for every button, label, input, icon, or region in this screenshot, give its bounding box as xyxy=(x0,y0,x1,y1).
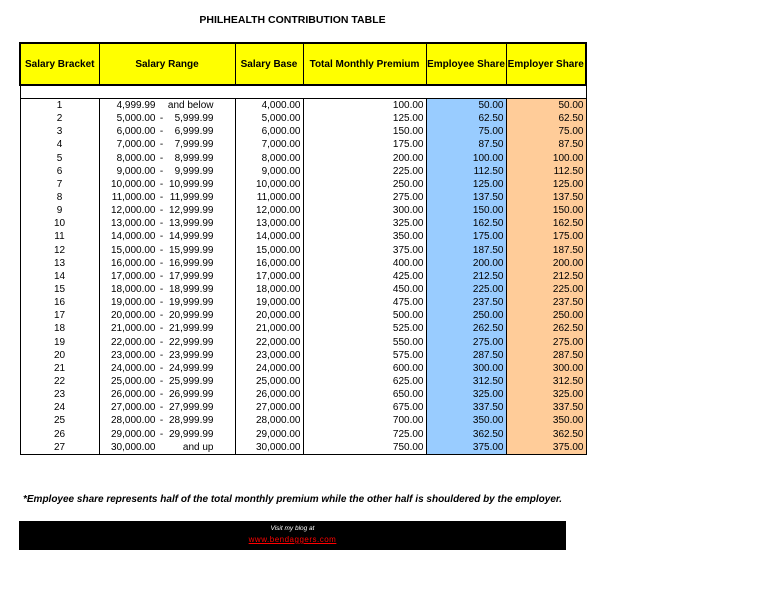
total-premium-cell: 325.00 xyxy=(303,217,426,230)
salary-bracket-cell: 27 xyxy=(20,441,99,455)
range-high: 10,999.99 xyxy=(169,178,214,190)
employee-share-cell: 212.50 xyxy=(426,270,506,283)
table-row xyxy=(20,125,586,138)
employee-share-cell: 75.00 xyxy=(426,125,506,138)
employee-share-cell: 175.00 xyxy=(426,230,506,243)
table-row xyxy=(20,388,586,401)
employer-share-cell: 375.00 xyxy=(506,441,586,455)
range-low: 12,000.00 xyxy=(111,205,156,217)
range-separator: - xyxy=(159,362,164,374)
employer-share-cell: 187.50 xyxy=(506,244,586,257)
total-premium-cell: 100.00 xyxy=(303,99,426,113)
range-high: 22,999.99 xyxy=(169,336,214,348)
salary-bracket-cell: 16 xyxy=(20,296,99,309)
salary-range-cell xyxy=(99,401,235,414)
salary-base-cell: 8,000.00 xyxy=(235,152,303,165)
employee-share-cell: 100.00 xyxy=(426,152,506,165)
range-separator: - xyxy=(159,323,164,335)
salary-bracket-cell: 9 xyxy=(20,204,99,217)
salary-bracket-cell: 5 xyxy=(20,152,99,165)
salary-bracket-cell: 17 xyxy=(20,309,99,322)
employer-share-cell: 75.00 xyxy=(506,125,586,138)
salary-base-cell: 24,000.00 xyxy=(235,362,303,375)
salary-base-cell: 17,000.00 xyxy=(235,270,303,283)
salary-range-cell xyxy=(99,178,235,191)
employee-share-cell: 275.00 xyxy=(426,336,506,349)
salary-bracket-cell: 3 xyxy=(20,125,99,138)
salary-bracket-cell: 13 xyxy=(20,257,99,270)
salary-base-cell: 19,000.00 xyxy=(235,296,303,309)
total-premium-cell: 275.00 xyxy=(303,191,426,204)
page-title: PHILHEALTH CONTRIBUTION TABLE xyxy=(199,14,386,26)
range-high: 12,999.99 xyxy=(169,205,214,217)
total-premium-cell: 350.00 xyxy=(303,230,426,243)
range-separator: - xyxy=(159,310,164,322)
range-high: 17,999.99 xyxy=(169,270,214,282)
salary-range-cell xyxy=(99,414,235,427)
salary-bracket-cell: 21 xyxy=(20,362,99,375)
salary-bracket-cell: 8 xyxy=(20,191,99,204)
salary-base-cell: 13,000.00 xyxy=(235,217,303,230)
total-premium-cell: 250.00 xyxy=(303,178,426,191)
range-low: 28,000.00 xyxy=(111,415,156,427)
table-row xyxy=(20,204,586,217)
range-low: 5,000.00 xyxy=(116,113,156,125)
employee-share-cell: 87.50 xyxy=(426,138,506,151)
blog-link[interactable]: www.bendaggers.com xyxy=(248,535,337,544)
salary-bracket-cell: 18 xyxy=(20,322,99,335)
employee-share-cell: 62.50 xyxy=(426,112,506,125)
salary-base-cell: 4,000.00 xyxy=(235,99,303,113)
table-row xyxy=(20,441,586,455)
employee-share-cell: 150.00 xyxy=(426,204,506,217)
table-row xyxy=(20,165,586,178)
salary-bracket-cell: 6 xyxy=(20,165,99,178)
salary-bracket-cell: 1 xyxy=(20,99,99,113)
range-separator: - xyxy=(159,113,164,125)
header-salary-bracket: Salary Bracket xyxy=(20,43,99,85)
table-row xyxy=(20,283,586,296)
range-high: 6,999.99 xyxy=(174,126,214,138)
employee-share-cell: 50.00 xyxy=(426,99,506,113)
range-separator: - xyxy=(159,376,164,388)
salary-base-cell: 29,000.00 xyxy=(235,428,303,441)
employee-share-cell: 125.00 xyxy=(426,178,506,191)
range-low: 4,999.99 xyxy=(116,100,156,112)
range-separator: - xyxy=(159,415,164,427)
table-row xyxy=(20,112,586,125)
employee-share-cell: 287.50 xyxy=(426,349,506,362)
employer-share-cell: 287.50 xyxy=(506,349,586,362)
employer-share-cell: 262.50 xyxy=(506,322,586,335)
employer-share-cell: 125.00 xyxy=(506,178,586,191)
total-premium-cell: 375.00 xyxy=(303,244,426,257)
range-high: 26,999.99 xyxy=(169,389,214,401)
range-low: 18,000.00 xyxy=(111,284,156,296)
header-employer-share: Employer Share xyxy=(506,43,586,85)
salary-range-cell xyxy=(99,152,235,165)
range-low: 8,000.00 xyxy=(116,152,156,164)
salary-base-cell: 18,000.00 xyxy=(235,283,303,296)
table-row xyxy=(20,309,586,322)
range-low: 7,000.00 xyxy=(116,139,156,151)
salary-range-cell xyxy=(99,309,235,322)
range-separator: - xyxy=(159,152,164,164)
total-premium-cell: 200.00 xyxy=(303,152,426,165)
salary-bracket-cell: 11 xyxy=(20,230,99,243)
employer-share-cell: 300.00 xyxy=(506,362,586,375)
employer-share-cell: 100.00 xyxy=(506,152,586,165)
salary-bracket-cell: 20 xyxy=(20,349,99,362)
salary-bracket-cell: 25 xyxy=(20,414,99,427)
table-body xyxy=(20,99,586,455)
range-separator: - xyxy=(159,139,164,151)
total-premium-cell: 700.00 xyxy=(303,414,426,427)
salary-bracket-cell: 19 xyxy=(20,336,99,349)
range-separator: - xyxy=(159,126,164,138)
salary-range-cell xyxy=(99,257,235,270)
range-low: 22,000.00 xyxy=(111,336,156,348)
salary-bracket-cell: 23 xyxy=(20,388,99,401)
salary-range-cell xyxy=(99,125,235,138)
table-row xyxy=(20,401,586,414)
employee-share-cell: 325.00 xyxy=(426,388,506,401)
range-separator: - xyxy=(159,205,164,217)
employee-share-cell: 187.50 xyxy=(426,244,506,257)
range-high: and below xyxy=(167,100,214,112)
employee-share-cell: 162.50 xyxy=(426,217,506,230)
range-low: 17,000.00 xyxy=(111,270,156,282)
table-row xyxy=(20,257,586,270)
range-high: 27,999.99 xyxy=(169,402,214,414)
table-row xyxy=(20,322,586,335)
range-low: 15,000.00 xyxy=(111,244,156,256)
range-high: 16,999.99 xyxy=(169,257,214,269)
range-high: 20,999.99 xyxy=(169,310,214,322)
range-separator: - xyxy=(159,389,164,401)
employer-share-cell: 200.00 xyxy=(506,257,586,270)
salary-base-cell: 26,000.00 xyxy=(235,388,303,401)
table-row xyxy=(20,270,586,283)
total-premium-cell: 425.00 xyxy=(303,270,426,283)
employer-share-cell: 275.00 xyxy=(506,336,586,349)
total-premium-cell: 550.00 xyxy=(303,336,426,349)
contribution-table xyxy=(19,42,587,455)
employer-share-cell: 337.50 xyxy=(506,401,586,414)
total-premium-cell: 150.00 xyxy=(303,125,426,138)
salary-range-cell xyxy=(99,336,235,349)
employer-share-cell: 325.00 xyxy=(506,388,586,401)
range-low: 21,000.00 xyxy=(111,323,156,335)
total-premium-cell: 725.00 xyxy=(303,428,426,441)
salary-base-cell: 16,000.00 xyxy=(235,257,303,270)
range-separator: - xyxy=(159,257,164,269)
total-premium-cell: 750.00 xyxy=(303,441,426,455)
range-high: 14,999.99 xyxy=(169,231,214,243)
range-separator: - xyxy=(159,231,164,243)
range-high: 28,999.99 xyxy=(169,415,214,427)
employee-share-cell: 250.00 xyxy=(426,309,506,322)
header-salary-range: Salary Range xyxy=(99,43,235,85)
range-high: 13,999.99 xyxy=(169,218,214,230)
employee-share-cell: 112.50 xyxy=(426,165,506,178)
salary-bracket-cell: 7 xyxy=(20,178,99,191)
total-premium-cell: 125.00 xyxy=(303,112,426,125)
range-low: 19,000.00 xyxy=(111,297,156,309)
employer-share-cell: 237.50 xyxy=(506,296,586,309)
range-separator: - xyxy=(159,428,164,440)
salary-bracket-cell: 22 xyxy=(20,375,99,388)
employer-share-cell: 212.50 xyxy=(506,270,586,283)
range-low: 16,000.00 xyxy=(111,257,156,269)
employee-share-cell: 237.50 xyxy=(426,296,506,309)
salary-range-cell xyxy=(99,270,235,283)
blog-label: Visit my blog at xyxy=(270,525,315,532)
salary-base-cell: 5,000.00 xyxy=(235,112,303,125)
salary-base-cell: 12,000.00 xyxy=(235,204,303,217)
total-premium-cell: 650.00 xyxy=(303,388,426,401)
header-salary-base: Salary Base xyxy=(235,43,303,85)
employer-share-cell: 87.50 xyxy=(506,138,586,151)
employee-share-cell: 137.50 xyxy=(426,191,506,204)
employer-share-cell: 312.50 xyxy=(506,375,586,388)
employer-share-cell: 175.00 xyxy=(506,230,586,243)
salary-range-cell xyxy=(99,230,235,243)
range-high: 18,999.99 xyxy=(169,284,214,296)
employee-share-cell: 337.50 xyxy=(426,401,506,414)
range-low: 13,000.00 xyxy=(111,218,156,230)
total-premium-cell: 500.00 xyxy=(303,309,426,322)
spacer-row xyxy=(20,85,586,99)
salary-range-cell xyxy=(99,388,235,401)
range-separator: - xyxy=(159,218,164,230)
range-separator: - xyxy=(159,402,164,414)
salary-range-cell xyxy=(99,217,235,230)
total-premium-cell: 225.00 xyxy=(303,165,426,178)
salary-bracket-cell: 26 xyxy=(20,428,99,441)
employee-share-cell: 225.00 xyxy=(426,283,506,296)
table-row xyxy=(20,349,586,362)
salary-range-cell xyxy=(99,112,235,125)
salary-base-cell: 6,000.00 xyxy=(235,125,303,138)
salary-bracket-cell: 12 xyxy=(20,244,99,257)
range-high: 8,999.99 xyxy=(174,152,214,164)
table-row xyxy=(20,428,586,441)
employer-share-cell: 150.00 xyxy=(506,204,586,217)
table-row xyxy=(20,191,586,204)
range-low: 23,000.00 xyxy=(111,349,156,361)
range-high: 23,999.99 xyxy=(169,349,214,361)
range-separator: - xyxy=(159,284,164,296)
range-high: 29,999.99 xyxy=(169,428,214,440)
salary-range-cell xyxy=(99,165,235,178)
employer-share-cell: 250.00 xyxy=(506,309,586,322)
salary-bracket-cell: 14 xyxy=(20,270,99,283)
salary-base-cell: 27,000.00 xyxy=(235,401,303,414)
salary-base-cell: 22,000.00 xyxy=(235,336,303,349)
employee-share-cell: 200.00 xyxy=(426,257,506,270)
employee-share-cell: 312.50 xyxy=(426,375,506,388)
table-row xyxy=(20,230,586,243)
range-high: and up xyxy=(182,441,214,453)
range-high: 11,999.99 xyxy=(169,192,214,204)
table-row xyxy=(20,414,586,427)
table-row xyxy=(20,336,586,349)
salary-bracket-cell: 2 xyxy=(20,112,99,125)
range-separator: - xyxy=(159,178,164,190)
total-premium-cell: 300.00 xyxy=(303,204,426,217)
total-premium-cell: 175.00 xyxy=(303,138,426,151)
range-high: 9,999.99 xyxy=(174,165,214,177)
total-premium-cell: 675.00 xyxy=(303,401,426,414)
employer-share-cell: 362.50 xyxy=(506,428,586,441)
range-separator: - xyxy=(159,192,164,204)
employee-share-cell: 362.50 xyxy=(426,428,506,441)
table-row xyxy=(20,362,586,375)
range-high: 19,999.99 xyxy=(169,297,214,309)
range-low: 9,000.00 xyxy=(116,165,156,177)
salary-base-cell: 20,000.00 xyxy=(235,309,303,322)
employee-share-cell: 375.00 xyxy=(426,441,506,455)
salary-range-cell xyxy=(99,322,235,335)
employee-share-cell: 350.00 xyxy=(426,414,506,427)
total-premium-cell: 575.00 xyxy=(303,349,426,362)
total-premium-cell: 625.00 xyxy=(303,375,426,388)
salary-base-cell: 11,000.00 xyxy=(235,191,303,204)
total-premium-cell: 600.00 xyxy=(303,362,426,375)
salary-range-cell xyxy=(99,349,235,362)
salary-range-cell xyxy=(99,191,235,204)
salary-range-cell xyxy=(99,362,235,375)
salary-base-cell: 28,000.00 xyxy=(235,414,303,427)
salary-base-cell: 15,000.00 xyxy=(235,244,303,257)
range-high: 5,999.99 xyxy=(174,113,214,125)
range-separator: - xyxy=(159,349,164,361)
total-premium-cell: 525.00 xyxy=(303,322,426,335)
total-premium-cell: 400.00 xyxy=(303,257,426,270)
total-premium-cell: 475.00 xyxy=(303,296,426,309)
salary-base-cell: 7,000.00 xyxy=(235,138,303,151)
table-row xyxy=(20,99,586,113)
table-row xyxy=(20,244,586,257)
salary-range-cell xyxy=(99,138,235,151)
range-separator: - xyxy=(159,270,164,282)
range-separator: - xyxy=(159,297,164,309)
range-high: 15,999.99 xyxy=(169,244,214,256)
range-low: 24,000.00 xyxy=(111,362,156,374)
range-low: 6,000.00 xyxy=(116,126,156,138)
salary-range-cell xyxy=(99,441,235,455)
blog-banner xyxy=(19,521,566,550)
table-row xyxy=(20,178,586,191)
range-separator: - xyxy=(159,165,164,177)
employer-share-cell: 50.00 xyxy=(506,99,586,113)
salary-range-cell xyxy=(99,244,235,257)
employer-share-cell: 162.50 xyxy=(506,217,586,230)
employer-share-cell: 225.00 xyxy=(506,283,586,296)
range-high: 21,999.99 xyxy=(169,323,214,335)
salary-base-cell: 9,000.00 xyxy=(235,165,303,178)
header-row xyxy=(20,43,586,85)
salary-range-cell xyxy=(99,428,235,441)
range-high: 7,999.99 xyxy=(174,139,214,151)
salary-base-cell: 14,000.00 xyxy=(235,230,303,243)
table-row xyxy=(20,375,586,388)
employer-share-cell: 62.50 xyxy=(506,112,586,125)
salary-bracket-cell: 10 xyxy=(20,217,99,230)
employer-share-cell: 350.00 xyxy=(506,414,586,427)
total-premium-cell: 450.00 xyxy=(303,283,426,296)
salary-range-cell xyxy=(99,99,235,113)
salary-range-cell xyxy=(99,204,235,217)
salary-base-cell: 10,000.00 xyxy=(235,178,303,191)
employee-share-cell: 300.00 xyxy=(426,362,506,375)
table-row xyxy=(20,217,586,230)
salary-range-cell xyxy=(99,283,235,296)
salary-bracket-cell: 24 xyxy=(20,401,99,414)
salary-base-cell: 25,000.00 xyxy=(235,375,303,388)
range-low: 10,000.00 xyxy=(111,178,156,190)
table-row xyxy=(20,138,586,151)
employer-share-cell: 137.50 xyxy=(506,191,586,204)
salary-base-cell: 30,000.00 xyxy=(235,441,303,455)
range-low: 14,000.00 xyxy=(111,231,156,243)
employer-share-cell: 112.50 xyxy=(506,165,586,178)
salary-bracket-cell: 4 xyxy=(20,138,99,151)
salary-bracket-cell: 15 xyxy=(20,283,99,296)
header-employee-share: Employee Share xyxy=(426,43,506,85)
range-low: 27,000.00 xyxy=(111,402,156,414)
salary-base-cell: 21,000.00 xyxy=(235,322,303,335)
table-row xyxy=(20,152,586,165)
range-high: 25,999.99 xyxy=(169,376,214,388)
range-low: 29,000.00 xyxy=(111,428,156,440)
range-separator: - xyxy=(159,244,164,256)
range-low: 30,000.00 xyxy=(111,441,156,453)
header-total-monthly-premium: Total Monthly Premium xyxy=(303,43,426,85)
range-low: 11,000.00 xyxy=(111,192,156,204)
salary-range-cell xyxy=(99,375,235,388)
range-low: 20,000.00 xyxy=(111,310,156,322)
range-high: 24,999.99 xyxy=(169,362,214,374)
range-low: 25,000.00 xyxy=(111,376,156,388)
salary-base-cell: 23,000.00 xyxy=(235,349,303,362)
salary-range-cell xyxy=(99,296,235,309)
footnote: *Employee share represents half of the total monthly premium while the other half is shouldered by the employer. xyxy=(22,494,562,505)
table-row xyxy=(20,296,586,309)
range-separator: - xyxy=(159,336,164,348)
employee-share-cell: 262.50 xyxy=(426,322,506,335)
range-low: 26,000.00 xyxy=(111,389,156,401)
